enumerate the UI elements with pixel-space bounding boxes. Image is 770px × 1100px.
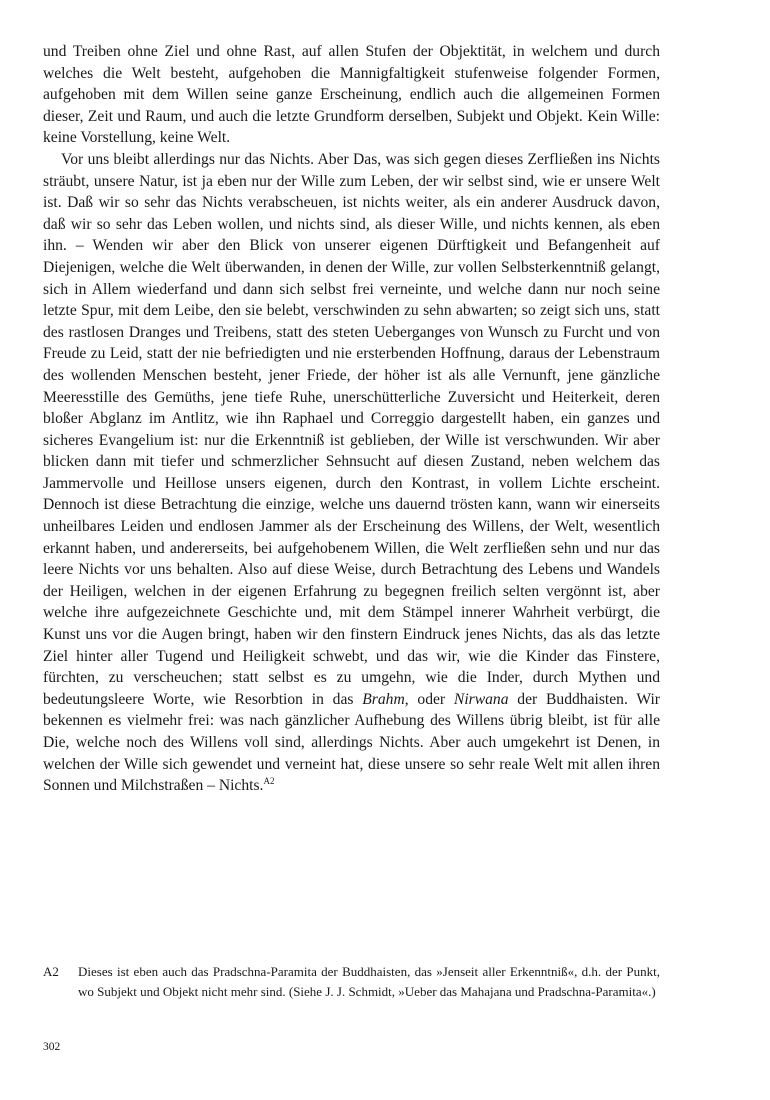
footnote-reference[interactable]: A2 xyxy=(263,776,275,786)
paragraph-2-text-b: , oder xyxy=(404,690,454,708)
footnote-text: Dieses ist eben auch das Pradschna-Paramita der Buddhaisten, das »Jenseit aller Erkenntniß«, d.h. der Punkt, wo Subjekt und Objekt nicht mehr sind. (Siehe J. J. Schmidt, »Ueber das Mahajana und Pradschna-Paramita«.) xyxy=(78,964,660,999)
paragraph-2-text-c: der Buddhaisten. Wir bekennen es vielmehr frei: was nach gänzlicher Aufhebung des Willens übrig bleibt, ist für alle Die, welche noch des Willens voll sind, allerdings Nichts. Aber auch umgekehrt ist Denen, in welchen der Wille sich gewendet und verneint hat, diese unsere so sehr reale Welt mit allen ihren Sonnen und Milchstraßen – Nichts. xyxy=(43,690,660,795)
footnote xyxy=(43,962,660,1001)
paragraph-1-text: und Treiben ohne Ziel und ohne Rast, auf allen Stufen der Objektität, in welchem und durch welches die Welt besteht, aufgehoben die Mannigfaltigkeit stufenweise folgender Formen, aufgehoben mit dem Willen seine ganze Erscheinung, endlich auch die allgemeinen Formen dieser, Zeit und Raum, und auch die letzte Grundform derselben, Subjekt und Objekt. Kein Wille: keine Vorstellung, keine Welt. xyxy=(43,43,660,147)
paragraph-2-text-a: Vor uns bleibt allerdings nur das Nichts. Aber Das, was sich gegen dieses Zerfließen ins Nichts sträubt, unsere Natur, ist ja eben nur der Wille zum Leben, der wir selbst sind, wie er unsere Welt ist. Daß wir so sehr das Nichts verabscheuen, ist nichts weiter, als ein anderer Ausdruck davon, daß wir so sehr das Leben wollen, und nichts sind, als dieser Wille, und nichts kennen, als eben ihn. – Wenden wir aber den Blick von unserer eigenen Dürftigkeit und Befangenheit auf Diejenigen, welche die Welt überwanden, in denen der Wille, zur vollen Selbsterkenntniß gelangt, sich in Allem wiederfand und dann sich selbst frei verneinte, und welche dann nur noch seine letzte Spur, mit dem Leibe, den sie belebt, verschwinden zu sehn abwarten; so zeigt sich uns, statt des rastlosen Dranges und Treibens, statt des steten Ueberganges von Wunsch zu Furcht und von Freude zu Leid, statt der nie befriedigten und nie ersterbenden Hoffnung, daraus der Lebenstraum des wollenden Menschen besteht, jener Friede, der höher ist als alle Vernunft, jene gänzliche Meeresstille des Gemüths, jene tiefe Ruhe, unerschütterliche Zuversicht und Heiterkeit, deren bloßer Abglanz im Antlitz, wie ihn Raphael und Correggio dargestellt haben, ein ganzes und sicheres Evangelium ist: nur die Erkenntniß ist geblieben, der Wille ist verschwunden. Wir aber blicken dann mit tiefer und schmerzlicher Sehnsucht auf diesen Zustand, neben welchem das Jammervolle und Heillose unsers eigenen, durch den Kontrast, in vollem Lichte erscheint. Dennoch ist diese Betrachtung die einzige, welche uns dauernd trösten kann, wann wir einerseits unheilbares Leiden und endlosen Jammer als der Erscheinung des Willens, der Welt, wesentlich erkannt haben, und andererseits, bei aufgehobenem Willen, die Welt zerfließen sehn und nur das leere Nichts vor uns behalten. Also auf diese Weise, durch Betrachtung des Lebens und Wandels der Heiligen, welchen in der eigenen Erfahrung zu begegnen freilich selten vergönnt ist, aber welche ihre aufgezeichnete Geschichte und, mit dem Stämpel innerer Wahrheit verbürgt, die Kunst uns vor die Augen bringt, haben wir den finstern Eindruck jenes Nichts, das als das letzte Ziel hinter aller Tugend und Heiligkeit schwebt, und das wir, wie die Kinder das Finstere, fürchten, zu verscheuchen; statt selbst es zu umgehn, wie die Inder, durch Mythen und bedeutungsleere Worte, wie Resorbtion in das xyxy=(43,150,660,708)
term-nirwana: Nirwana xyxy=(453,690,509,708)
paragraph-2 xyxy=(43,149,660,797)
main-text xyxy=(43,41,660,797)
footnote-label: A2 xyxy=(43,964,59,979)
page-number: 302 xyxy=(43,1041,61,1053)
paragraph-1 xyxy=(43,41,660,149)
term-brahm: Brahm xyxy=(362,690,405,708)
